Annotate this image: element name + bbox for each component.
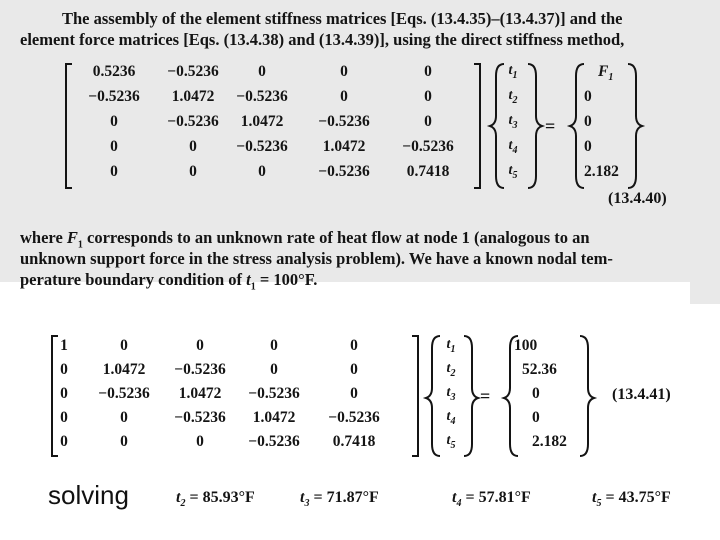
eq1-cell-r1-c5: 0 [424,63,432,80]
eq1-cell-r2-c5: 0 [424,88,432,105]
eq2-cell-r1-c1: 1 [60,337,68,354]
eq1-cell-r4-c1: 0 [110,138,118,155]
eq1-cell-r4-c2: 0 [189,138,197,155]
eq2-cell-r3-c2: −0.5236 [98,385,150,402]
eq1-cell-r5-c4: −0.5236 [318,163,370,180]
eq2-cell-r1-c5: 0 [350,337,358,354]
eq1-cell-r3-c4: −0.5236 [318,113,370,130]
eq1-rhs-4: 0 [584,138,592,155]
eq1-cell-r5-c5: 0.7418 [406,163,450,180]
eq1-cell-r2-c1: −0.5236 [88,88,140,105]
eq1-number: (13.4.40) [608,190,667,207]
eq2-unknown-3: $t_3$ [446,385,456,403]
eq2-cell-r3-c3: 1.0472 [178,385,222,402]
eq2-cell-r5-c3: 0 [196,433,204,450]
eq1-unknown-5: $t_5$ [508,163,518,181]
eq1-cell-r2-c2: 1.0472 [171,88,215,105]
eq1-cell-r4-c3: −0.5236 [236,138,288,155]
eq2-cell-r1-c4: 0 [270,337,278,354]
eq2-cell-r4-c5: −0.5236 [328,409,380,426]
eq1-rhs-5: 2.182 [584,163,619,180]
eq2-rhs-1: 100 [514,337,538,354]
middle-line-3: perature boundary condition of $t_1 = 100^\circ F$. [20,270,318,293]
eq2-cell-r2-c3: −0.5236 [174,361,226,378]
eq1-unknown-2: $t_2$ [508,88,518,106]
eq2-cell-r2-c5: 0 [350,361,358,378]
eq1-unknown-3: $t_3$ [508,113,518,131]
middle-line-1: where $F_1$ corresponds to an unknown rate of heat flow at node 1 (analogous to an [20,228,590,251]
result-t3: $t_3 = 71.87^\circ F$ [300,489,379,510]
eq1-cell-r1-c4: 0 [340,63,348,80]
eq1-cell-r2-c3: −0.5236 [236,88,288,105]
eq1-cell-r3-c2: −0.5236 [167,113,219,130]
eq1-rhs-2: 0 [584,88,592,105]
eq2-cell-r4-c2: 0 [120,409,128,426]
solving-label: solving [48,480,129,510]
eq2-cell-r4-c1: 0 [60,409,68,426]
eq1-cell-r2-c4: 0 [340,88,348,105]
eq2-cell-r5-c4: −0.5236 [248,433,300,450]
eq1-cell-r4-c5: −0.5236 [402,138,454,155]
eq1-cell-r3-c5: 0 [424,113,432,130]
result-t2: $t_2 = 85.93^\circ F$ [176,489,255,510]
eq1-unknown-4: $t_4$ [508,138,518,156]
eq1-rhs-3: 0 [584,113,592,130]
eq2-unknown-2: $t_2$ [446,361,456,379]
result-t4: $t_4 = 57.81^\circ F$ [452,489,531,510]
eq2-cell-r5-c5: 0.7418 [332,433,376,450]
intro-line-2: element force matrices [Eqs. (13.4.38) and (13.4.39)], using the direct stiffness method, [20,30,625,49]
eq2-cell-r2-c4: 0 [270,361,278,378]
eq2-unknown-5: $t_5$ [446,433,456,451]
eq2-equals: = [480,386,491,406]
eq2-unknown-1: $t_1$ [446,337,456,355]
eq2-cell-r2-c2: 1.0472 [102,361,146,378]
eq2-rhs-2: 52.36 [522,361,557,378]
eq1-cell-r5-c3: 0 [258,163,266,180]
eq2-cell-r4-c4: 1.0472 [252,409,296,426]
eq1-cell-r3-c1: 0 [110,113,118,130]
eq1-cell-r5-c1: 0 [110,163,118,180]
eq1-cell-r4-c4: 1.0472 [322,138,366,155]
intro-line-1: The assembly of the element stiffness matrices [Eqs. (13.4.35)–(13.4.37)] and the [62,9,623,28]
eq2-cell-r5-c1: 0 [60,433,68,450]
eq1-rhs-1: $F_1$ [598,63,614,84]
eq1-cell-r1-c2: −0.5236 [167,63,219,80]
result-t5: $t_5 = 43.75^\circ F$ [592,489,671,510]
eq1-equals: = [545,116,556,136]
eq2-unknown-4: $t_4$ [446,409,456,427]
eq1-cell-r1-c1: 0.5236 [92,63,136,80]
eq1-cell-r5-c2: 0 [189,163,197,180]
eq2-rhs-3: 0 [532,385,540,402]
eq2-cell-r1-c2: 0 [120,337,128,354]
eq1-unknown-1: $t_1$ [508,63,518,81]
middle-line-2: unknown support force in the stress analysis problem). We have a known nodal tem- [20,249,613,268]
eq2-cell-r3-c4: −0.5236 [248,385,300,402]
eq2-number: (13.4.41) [612,386,671,403]
eq2-cell-r3-c1: 0 [60,385,68,402]
eq2-cell-r4-c3: −0.5236 [174,409,226,426]
eq2-cell-r3-c5: 0 [350,385,358,402]
eq2-cell-r1-c3: 0 [196,337,204,354]
eq2-rhs-5: 2.182 [532,433,567,450]
eq1-cell-r3-c3: 1.0472 [240,113,284,130]
eq2-rhs-4: 0 [532,409,540,426]
eq2-cell-r5-c2: 0 [120,433,128,450]
eq2-cell-r2-c1: 0 [60,361,68,378]
eq1-cell-r1-c3: 0 [258,63,266,80]
